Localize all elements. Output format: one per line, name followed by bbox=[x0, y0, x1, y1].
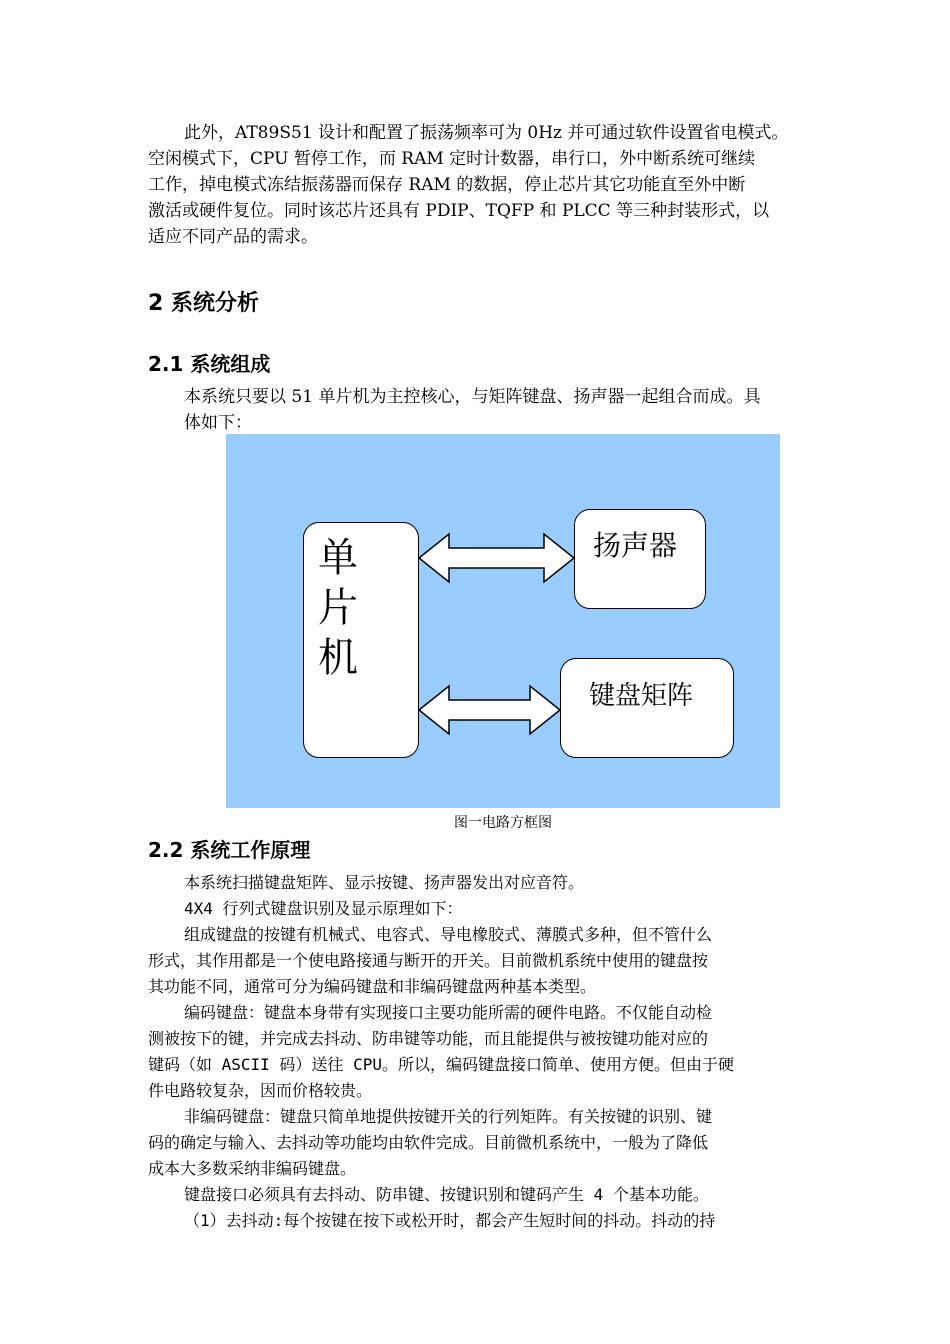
s22-para3-line-2: 码的确定与输入、去抖动等功能均由软件完成。目前微机系统中，一般为了降低 bbox=[148, 1133, 709, 1152]
section-2-1-text bbox=[148, 384, 828, 436]
keyboard-matrix-block bbox=[560, 658, 734, 758]
s22-para2-line-3: 键码（如 ASCII 码）送往 CPU。所以，编码键盘接口简单、使用方便。但由于硬 bbox=[148, 1055, 734, 1074]
s22-para3-line-1: 非编码键盘：键盘只简单地提供按键开关的行列矩阵。有关按键的识别、键 bbox=[184, 1107, 713, 1126]
mcu-speaker-double-arrow bbox=[419, 534, 574, 582]
intro-line-5: 适应不同产品的需求。 bbox=[148, 227, 318, 247]
section-2-1-heading: 2.1 系统组成 bbox=[148, 352, 271, 376]
s22-para4: 键盘接口必须具有去抖动、防串键、按键识别和键码产生 4 个基本功能。 bbox=[184, 1185, 709, 1204]
s22-para1-line-2: 形式，其作用都是一个使电路接通与断开的开关。目前微机系统中使用的键盘按 bbox=[148, 951, 709, 970]
mcu-block bbox=[303, 522, 419, 758]
figure-caption: 图一电路方框图 bbox=[454, 815, 552, 831]
s22-line-1: 本系统扫描键盘矩阵、显示按键、扬声器发出对应音符。 bbox=[184, 873, 585, 892]
s22-para2-line-4: 件电路较复杂，因而价格较贵。 bbox=[148, 1081, 373, 1100]
intro-line-2: 空闲模式下，CPU 暂停工作，而 RAM 定时计数器，串行口，外中断系统可继续 bbox=[148, 149, 756, 169]
intro-line-4: 激活或硬件复位。同时该芯片还具有 PDIP、TQFP 和 PLCC 等三种封装形式，以 bbox=[148, 201, 770, 221]
section-2-1-line-2: 体如下： bbox=[184, 413, 252, 433]
speaker-label: 扬声器 bbox=[593, 529, 678, 562]
s22-line-2: 4X4 行列式键盘识别及显示原理如下： bbox=[184, 899, 463, 918]
keyboard-matrix-label: 键盘矩阵 bbox=[589, 681, 694, 711]
mcu-label: 单片机 bbox=[318, 535, 358, 681]
section-2-1-line-1: 本系统只要以 51 单片机为主控核心，与矩阵键盘、扬声器一起组合而成。具 bbox=[184, 387, 761, 407]
s22-para3-line-3: 成本大多数采纳非编码键盘。 bbox=[148, 1159, 357, 1178]
s22-para1-line-1: 组成键盘的按键有机械式、电容式、导电橡胶式、薄膜式多种，但不管什么 bbox=[184, 925, 713, 944]
mcu-keyboard-double-arrow bbox=[419, 686, 560, 734]
circuit-block-diagram bbox=[226, 434, 780, 808]
intro-line-3: 工作，掉电模式冻结振荡器而保存 RAM 的数据，停止芯片其它功能直至外中断 bbox=[148, 175, 746, 195]
intro-paragraph bbox=[148, 120, 828, 250]
section-2-2-heading: 2.2 系统工作原理 bbox=[148, 838, 311, 862]
s22-para5: （1）去抖动:每个按键在按下或松开时，都会产生短时间的抖动。抖动的持 bbox=[184, 1211, 716, 1230]
speaker-block bbox=[574, 509, 706, 609]
s22-para1-line-3: 其功能不同，通常可分为编码键盘和非编码键盘两种基本类型。 bbox=[148, 977, 597, 996]
section-2-heading: 2 系统分析 bbox=[148, 291, 259, 316]
intro-line-1: 此外，AT89S51 设计和配置了振荡频率可为 0Hz 并可通过软件设置省电模式。 bbox=[184, 123, 789, 143]
section-2-2-body bbox=[148, 870, 828, 1234]
s22-para2-line-1: 编码键盘：键盘本身带有实现接口主要功能所需的硬件电路。不仅能自动检 bbox=[184, 1003, 713, 1022]
s22-para2-line-2: 测被按下的键，并完成去抖动、防串键等功能，而且能提供与被按键功能对应的 bbox=[148, 1029, 709, 1048]
